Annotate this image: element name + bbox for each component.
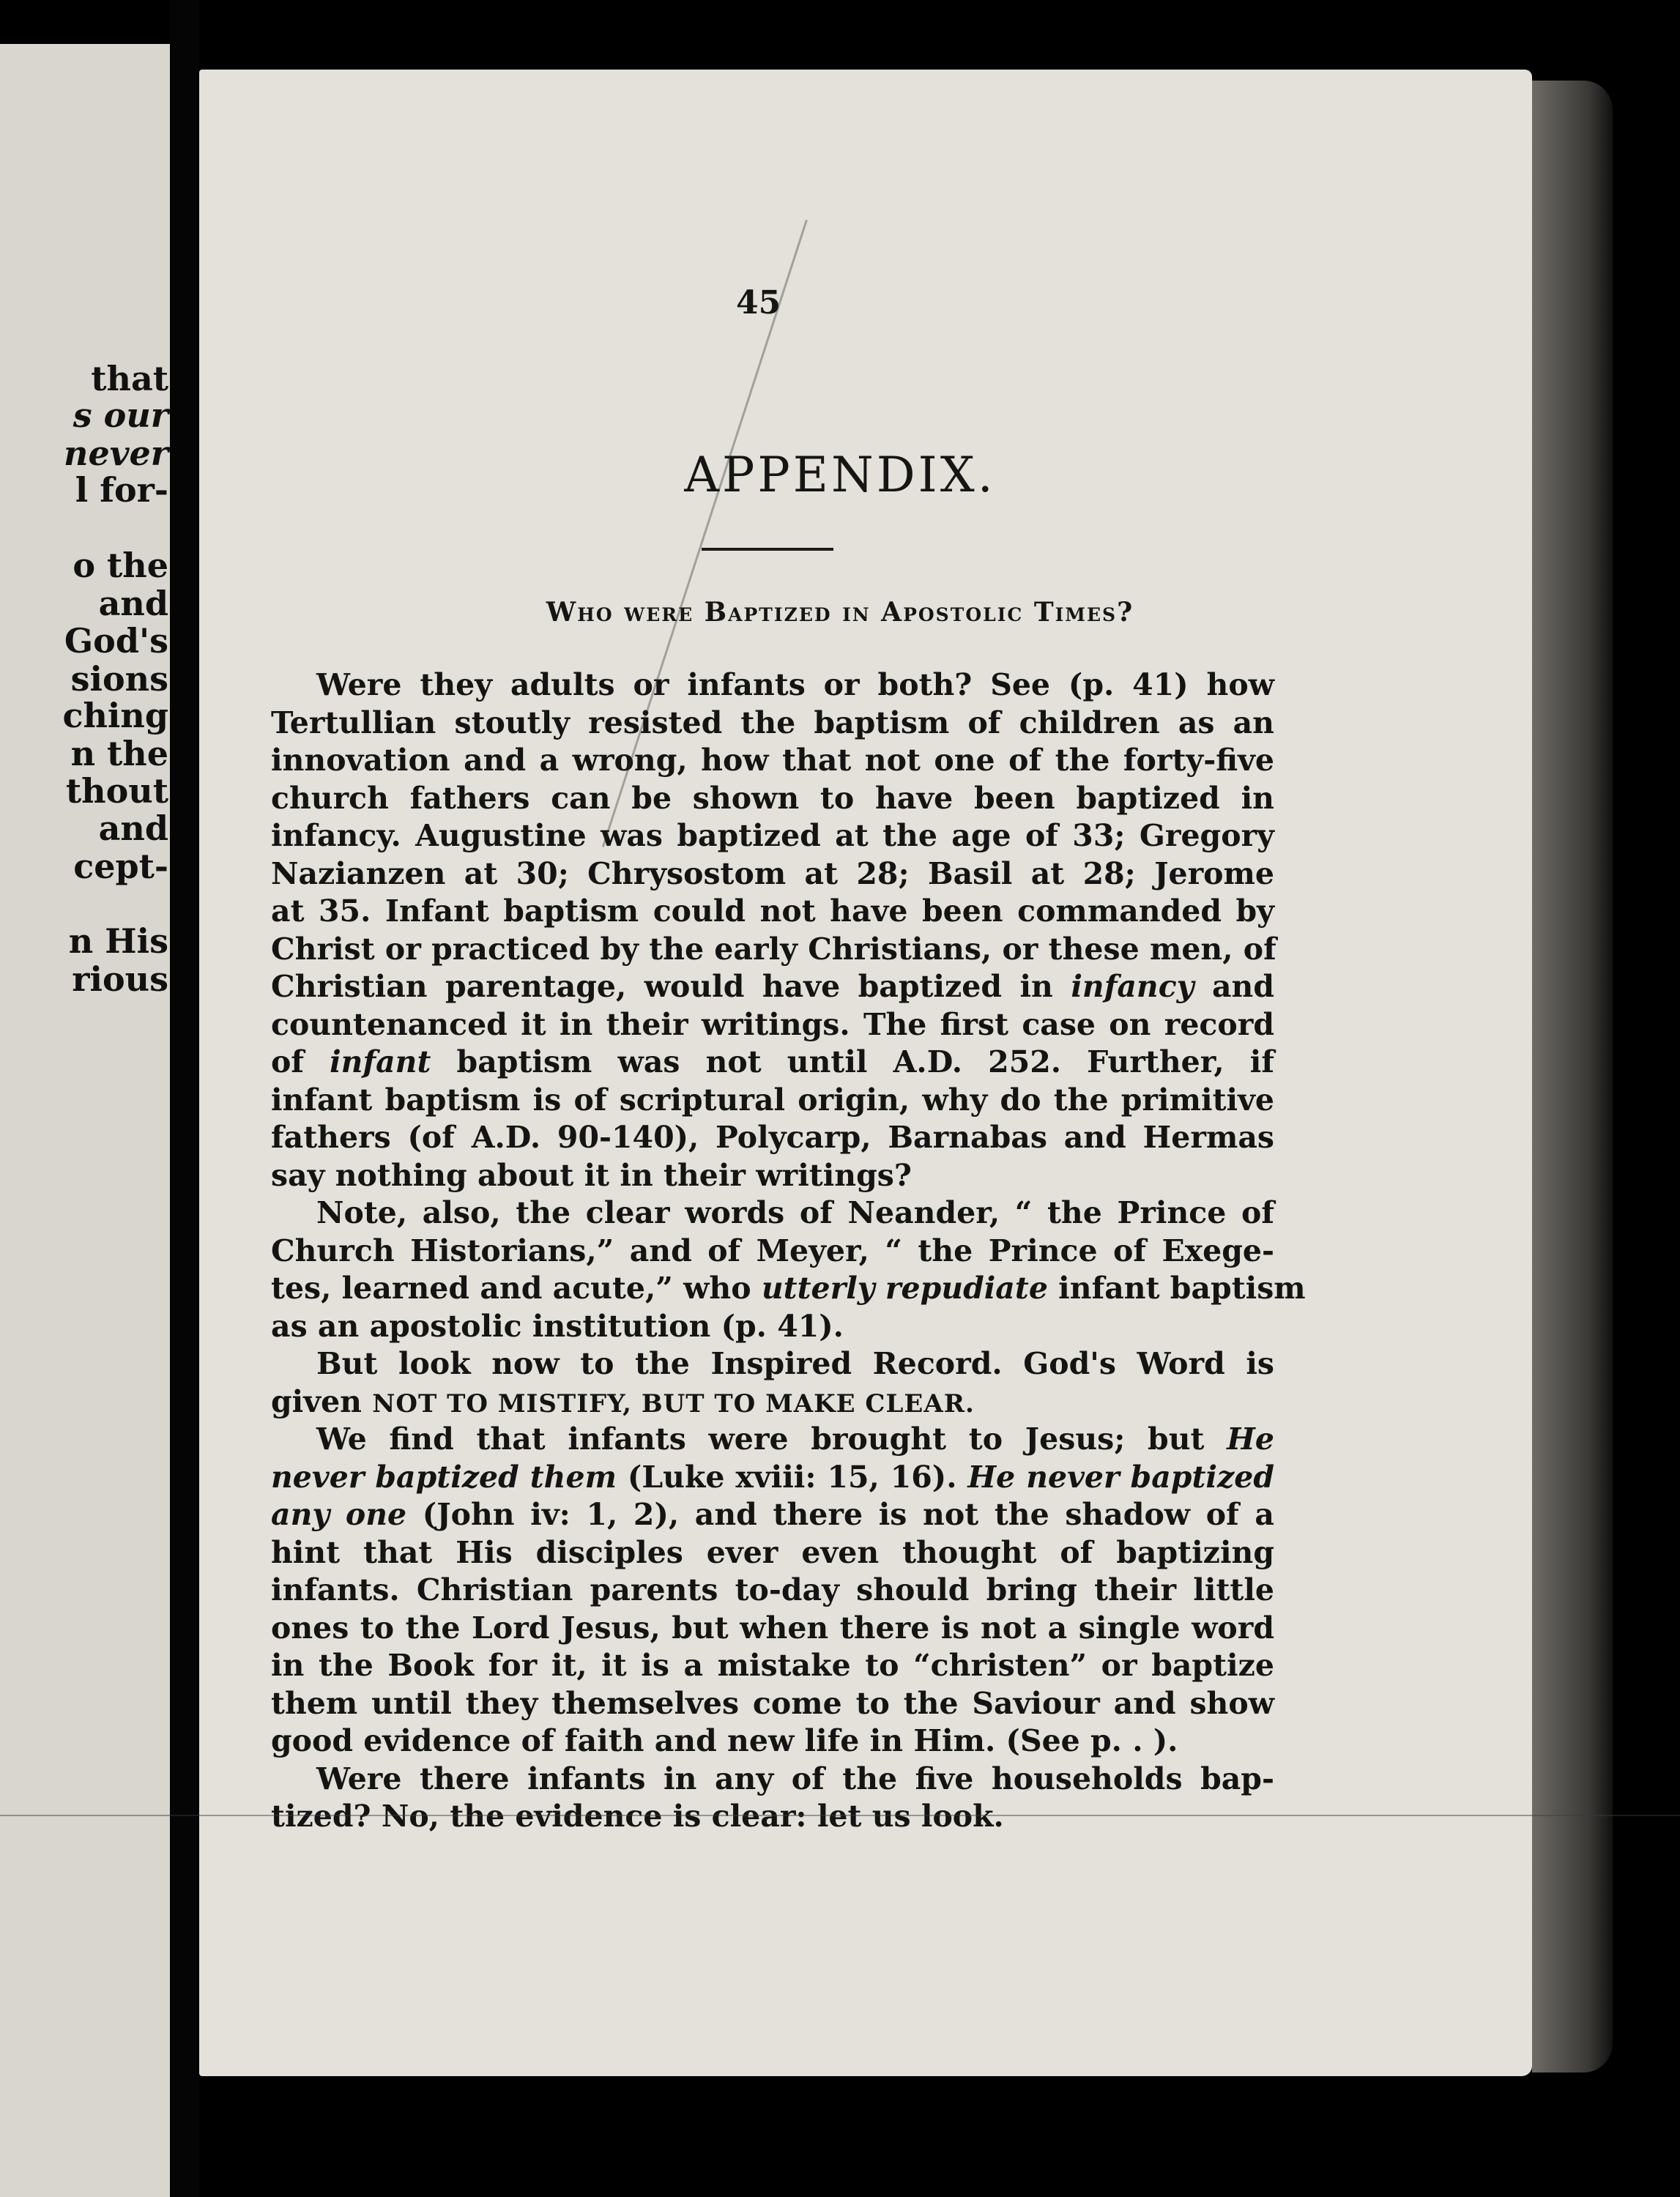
page-title: APPENDIX. [684,447,996,503]
text-segment: innovation and a wrong, how that not one of the forty-five [271,743,1274,778]
text-line [271,1647,1274,1685]
italic-text: He [1227,1421,1274,1457]
left-page-line: n His [68,921,168,961]
text-line [271,1345,1274,1383]
text-line [271,817,1274,855]
left-page-line: God's [64,621,168,661]
text-segment: say nothing about it in their writings? [271,1157,912,1193]
text-line [271,1761,1274,1799]
left-page-line: thout [65,771,168,811]
text-line [271,780,1274,818]
text-line [271,1722,1274,1761]
text-segment: Nazianzen at 30; Chrysostom at 28; Basil at 28; Jerome [271,855,1274,891]
text-line [271,968,1274,1006]
text-segment: them until they themselves come to the Saviour and show [271,1685,1274,1721]
text-segment: given [271,1383,373,1419]
text-segment: in the Book for it, it is a mistake to “christen” or baptize [271,1648,1274,1683]
text-line [271,1233,1274,1271]
text-segment: baptism was not until A.D. 252. Further, if [431,1044,1274,1079]
text-segment: NOT TO MISTIFY, BUT TO MAKE CLEAR. [372,1389,975,1419]
italic-text: any one [271,1497,407,1532]
text-segment: infants. Christian parents to-day should bring their little [271,1572,1274,1607]
text-segment: We find that infants were brought to Jesus; but [316,1421,1227,1457]
italic-text: He never baptized [967,1459,1274,1495]
text-segment: as an apostolic institution (p. 41). [271,1308,844,1344]
text-segment: tes, learned and acute,” who [271,1271,762,1306]
left-page-line: s our [73,395,168,435]
left-page-line: sions [70,659,168,699]
left-page-line: n the [70,734,168,773]
text-line [271,1194,1274,1233]
text-line [271,931,1274,969]
text-segment: church fathers can be shown to have been baptized in [271,780,1274,816]
italic-text: utterly repudiate [761,1271,1048,1306]
text-segment: countenanced it in their writings. The first case on record [271,1006,1274,1042]
text-segment: Tertullian stoutly resisted the baptism of children as an [271,705,1274,740]
left-page-line: and [98,808,168,848]
text-line [271,1496,1274,1534]
text-line [271,1685,1274,1723]
left-page-line: and [98,584,168,623]
text-segment: Note, also, the clear words of Neander, “ the Prince of [316,1195,1274,1230]
text-line [271,705,1274,743]
page-number: 45 [736,284,781,321]
text-segment: and [1194,969,1274,1004]
text-line [271,742,1274,780]
text-line [271,855,1274,893]
italic-text: infant [330,1044,431,1079]
text-line [271,666,1274,705]
title-rule [702,548,833,551]
text-segment: hint that His disciples ever even thought of baptizing [271,1534,1274,1570]
book-gutter [170,0,199,2197]
text-segment: Christ or practiced by the early Christians, or these men, of [271,931,1276,967]
italic-text: never baptized them [271,1459,617,1495]
text-line [271,1459,1274,1497]
text-segment: Were they adults or infants or both? See (p. 41) how [316,667,1274,702]
text-line [271,1610,1274,1648]
text-line [271,1421,1274,1459]
left-page-line: never [64,434,168,473]
text-line [271,1308,1274,1346]
text-line [271,1534,1274,1572]
left-page-line: that [91,359,168,398]
text-line [271,1798,1274,1836]
text-segment: Christian parentage, would have baptized in [271,969,1071,1004]
body-text [271,666,1306,1836]
text-segment: of [271,1044,330,1079]
italic-text: infancy [1071,969,1194,1004]
text-line [271,1383,1274,1421]
text-line [271,1044,1274,1082]
text-line [271,1572,1274,1610]
left-page-line: o the [73,546,168,585]
text-segment: good evidence of faith and new life in Him. (See p. . ). [271,1723,1178,1758]
left-page-line: l for- [75,470,168,510]
text-segment: (Luke xviii: 15, 16). [616,1459,968,1495]
text-line [271,1006,1274,1044]
text-segment: (John iv: 1, 2), and there is not the shadow of a [406,1497,1274,1532]
text-segment: Church Historians,” and of Meyer, “ the Prince of Exege- [271,1233,1274,1268]
left-page-line: cept- [73,847,168,886]
section-heading: Who were Baptized in Apostolic Times? [546,597,1134,628]
text-segment: But look now to the Inspired Record. God's Word is [316,1346,1274,1381]
left-facing-page [0,44,170,2197]
text-segment: infancy. Augustine was baptized at the age of 33; Gregory [271,818,1274,853]
text-segment: infant baptism is of scriptural origin, why do the primitive [271,1082,1274,1118]
text-segment: tized? No, the evidence is clear: let us look. [271,1799,1004,1834]
text-segment: ones to the Lord Jesus, but when there is not a single word [271,1610,1274,1646]
text-segment: infant baptism [1047,1271,1306,1306]
scan-line-artifact [0,1815,1680,1816]
text-segment: at 35. Infant baptism could not have been commanded by [271,893,1274,929]
text-line [271,1157,1274,1195]
page-edge-shadow [1532,81,1613,2073]
left-page-line: rious [72,959,168,999]
text-line [271,1082,1274,1120]
text-segment: fathers (of A.D. 90-140), Polycarp, Barnabas and Hermas [271,1120,1274,1155]
text-line [271,893,1274,931]
text-segment: Were there infants in any of the five households bap- [316,1761,1274,1796]
left-page-line: ching [62,696,168,735]
text-line [271,1119,1274,1157]
text-line [271,1270,1306,1308]
